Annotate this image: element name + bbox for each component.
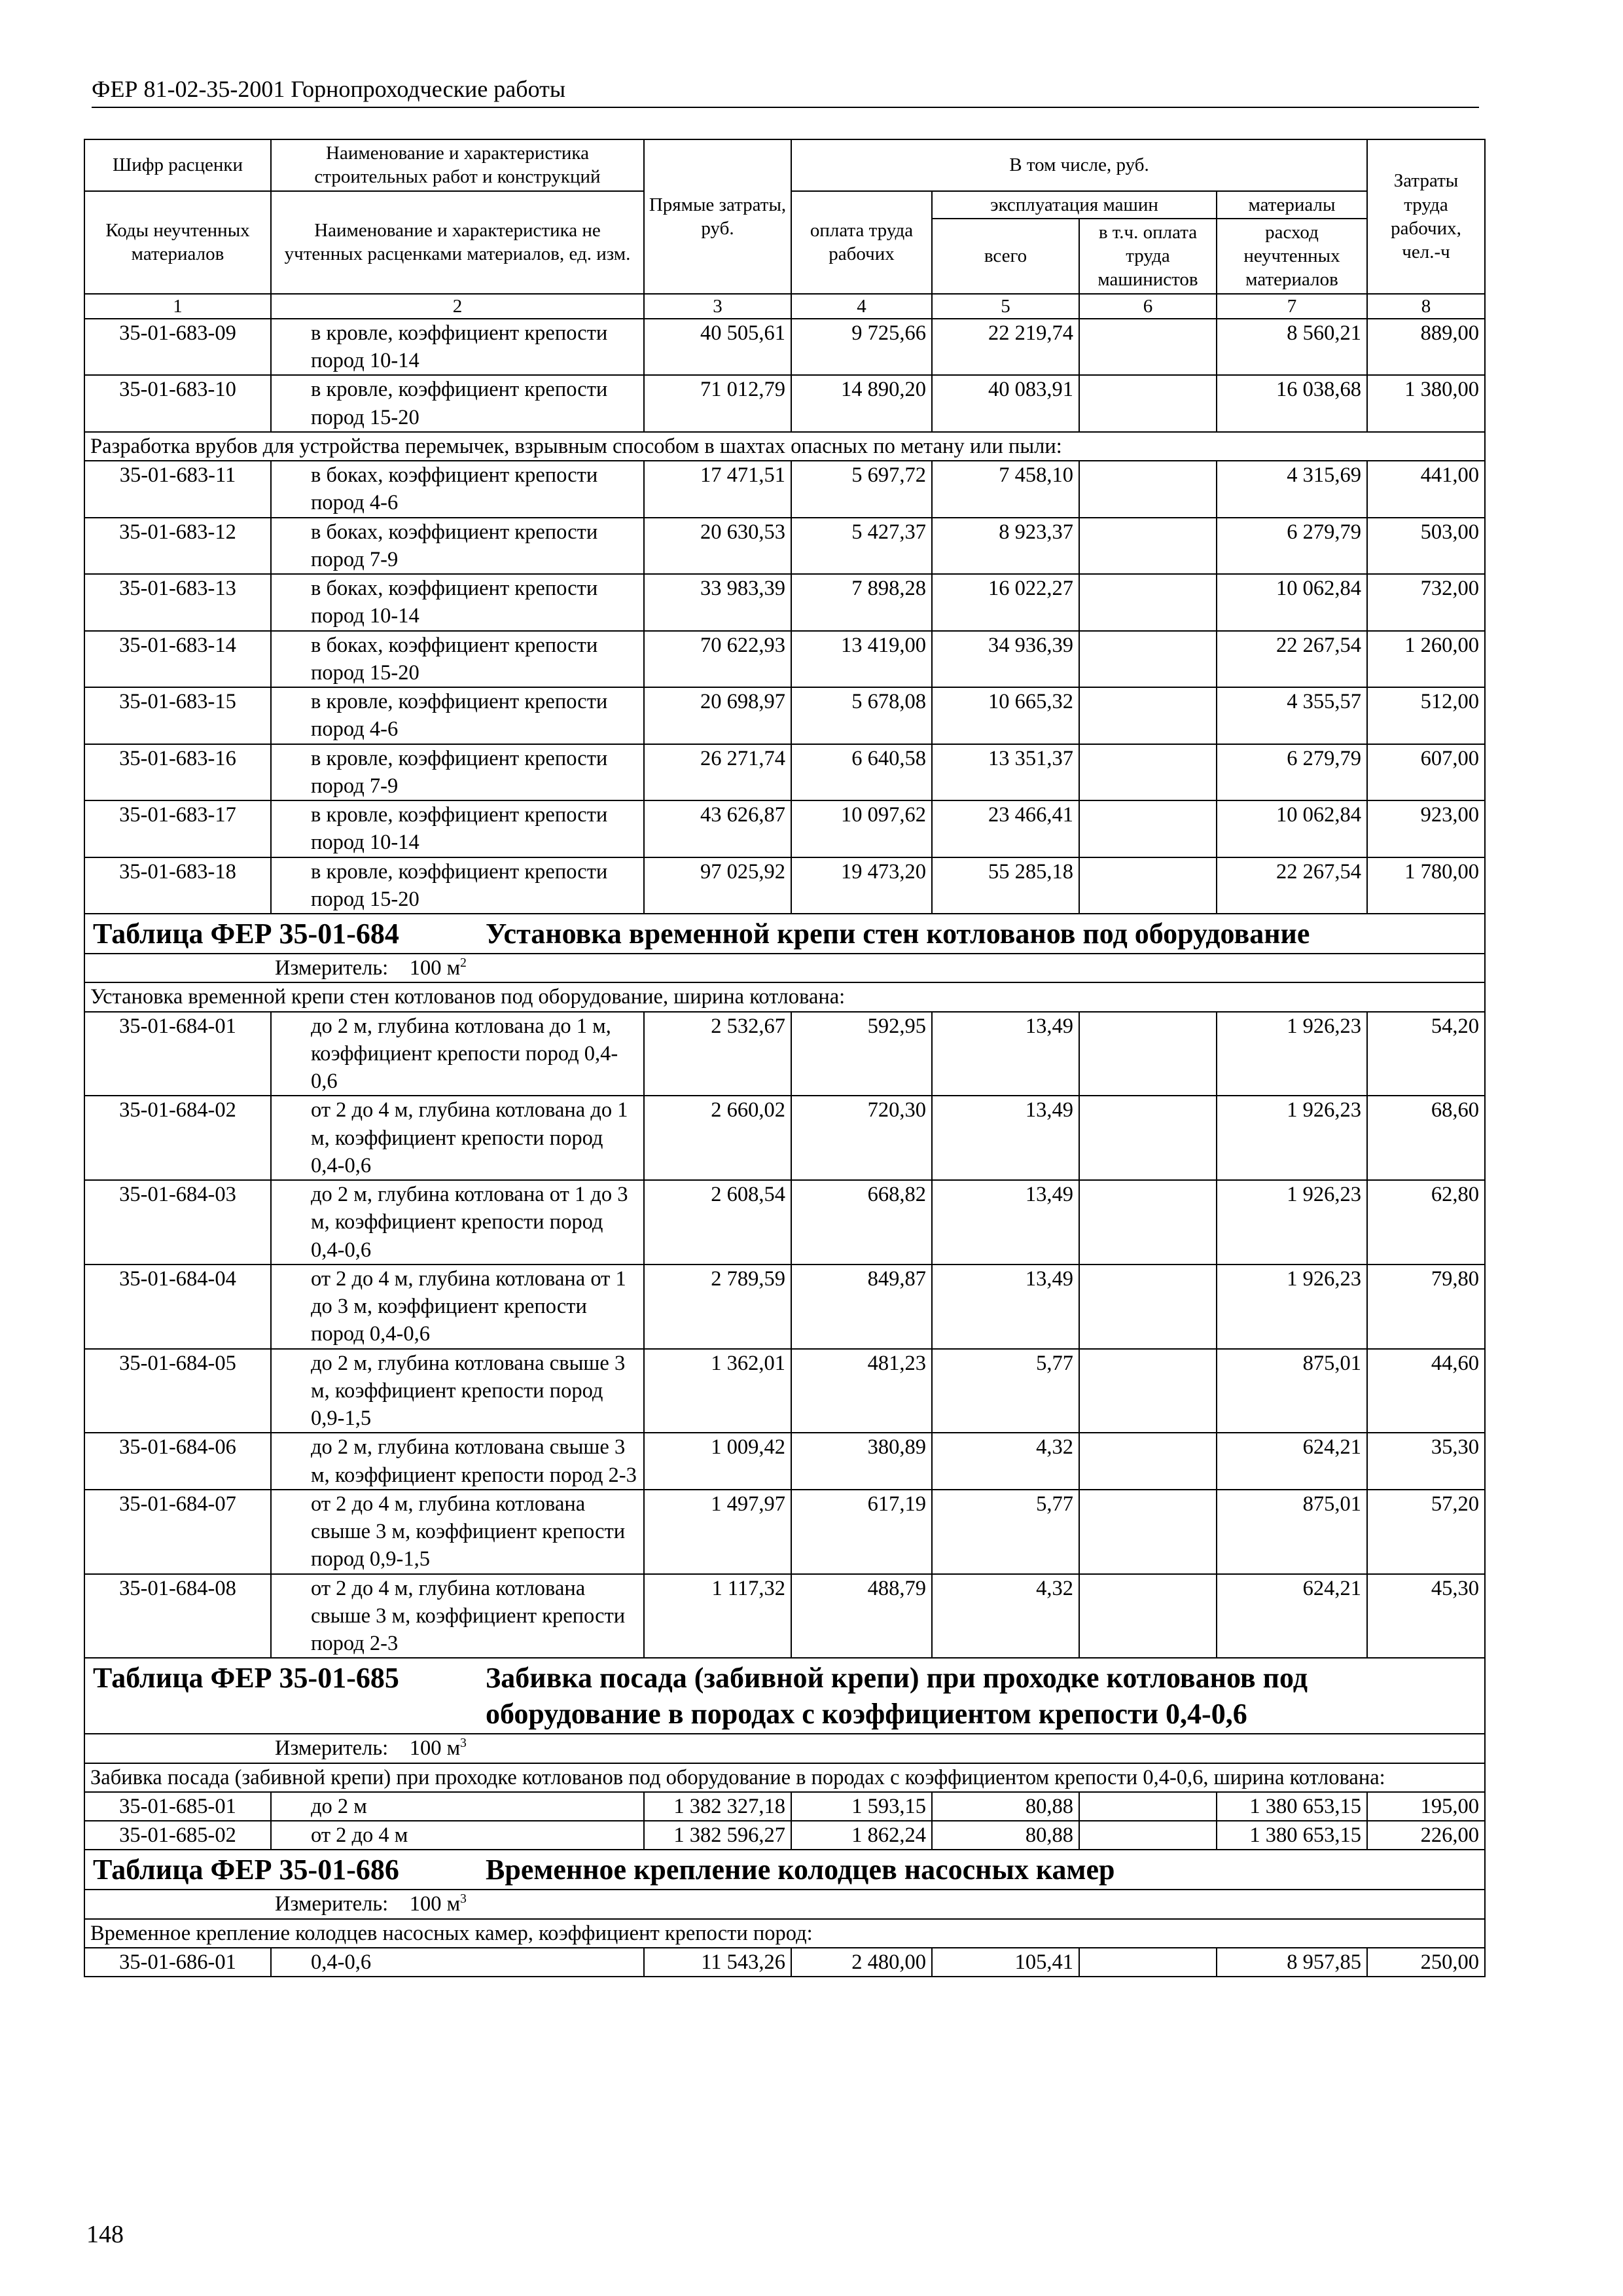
operator-cost — [1079, 1574, 1217, 1659]
operator-cost — [1079, 857, 1217, 914]
meter-value: 100 м — [409, 1736, 461, 1761]
col-total-header: всего — [932, 219, 1079, 294]
direct-cost: 70 622,93 — [644, 631, 791, 688]
rate-code: 35-01-683-14 — [84, 631, 271, 688]
work-name: в кровле, коэффициент крепости пород 15-20 — [271, 375, 644, 432]
materials-cost: 8 560,21 — [1217, 319, 1367, 376]
col-workhours-header: Затраты труда рабочих, чел.-ч — [1367, 139, 1485, 294]
machine-cost: 34 936,39 — [932, 631, 1079, 688]
work-hours: 79,80 — [1367, 1265, 1485, 1349]
work-name: до 2 м, глубина котлована свыше 3 м, коэффициент крепости пород 0,9-1,5 — [271, 1349, 644, 1433]
labor-cost: 617,19 — [791, 1490, 932, 1574]
table-row — [84, 574, 1485, 631]
col-machines-header: эксплуатация машин — [932, 191, 1217, 219]
table-row — [84, 461, 1485, 518]
materials-cost: 8 957,85 — [1217, 1948, 1367, 1977]
materials-cost: 1 380 653,15 — [1217, 1792, 1367, 1821]
meter-label: Измеритель: — [275, 1892, 389, 1916]
table-row — [84, 857, 1485, 914]
operator-cost — [1079, 631, 1217, 688]
materials-cost: 624,21 — [1217, 1433, 1367, 1490]
column-number: 5 — [932, 294, 1079, 319]
work-name: от 2 до 4 м, глубина котлована свыше 3 м, коэффициент крепости пород 0,9-1,5 — [271, 1490, 644, 1574]
labor-cost: 380,89 — [791, 1433, 932, 1490]
machine-cost: 5,77 — [932, 1349, 1079, 1433]
rate-code: 35-01-684-04 — [84, 1265, 271, 1349]
table-row — [84, 1574, 1485, 1659]
direct-cost: 71 012,79 — [644, 375, 791, 432]
machine-cost: 13,49 — [932, 1180, 1079, 1265]
work-hours: 250,00 — [1367, 1948, 1485, 1977]
section-row — [84, 432, 1485, 461]
direct-cost: 1 009,42 — [644, 1433, 791, 1490]
rate-code: 35-01-685-02 — [84, 1821, 271, 1850]
work-hours: 35,30 — [1367, 1433, 1485, 1490]
machine-cost: 55 285,18 — [932, 857, 1079, 914]
labor-cost: 13 419,00 — [791, 631, 932, 688]
machine-cost: 7 458,10 — [932, 461, 1079, 518]
rate-code: 35-01-684-08 — [84, 1574, 271, 1659]
table-row — [84, 1821, 1485, 1850]
rate-code: 35-01-685-01 — [84, 1792, 271, 1821]
rate-code: 35-01-683-12 — [84, 518, 271, 575]
direct-cost: 20 630,53 — [644, 518, 791, 575]
labor-cost: 7 898,28 — [791, 574, 932, 631]
machine-cost: 13,49 — [932, 1096, 1079, 1180]
direct-cost: 17 471,51 — [644, 461, 791, 518]
table-row — [84, 375, 1485, 432]
materials-cost: 6 279,79 — [1217, 744, 1367, 801]
work-name: до 2 м, глубина котлована свыше 3 м, коэффициент крепости пород 2-3 — [271, 1433, 644, 1490]
section-heading: Временное крепление колодцев насосных камер, коэффициент крепости пород: — [84, 1919, 1485, 1948]
machine-cost: 13 351,37 — [932, 744, 1079, 801]
materials-cost: 4 315,69 — [1217, 461, 1367, 518]
rate-code: 35-01-683-11 — [84, 461, 271, 518]
work-name: до 2 м — [271, 1792, 644, 1821]
column-number: 3 — [644, 294, 791, 319]
work-hours: 195,00 — [1367, 1792, 1485, 1821]
machine-cost: 22 219,74 — [932, 319, 1079, 376]
operator-cost — [1079, 1012, 1217, 1096]
rate-code: 35-01-684-06 — [84, 1433, 271, 1490]
operator-cost — [1079, 1096, 1217, 1180]
direct-cost: 33 983,39 — [644, 574, 791, 631]
work-name: в кровле, коэффициент крепости пород 10-14 — [271, 800, 644, 857]
machine-cost: 8 923,37 — [932, 518, 1079, 575]
operator-cost — [1079, 375, 1217, 432]
table-row — [84, 631, 1485, 688]
work-hours: 44,60 — [1367, 1349, 1485, 1433]
table-number: Таблица ФЕР 35-01-684 — [93, 918, 399, 950]
labor-cost: 2 480,00 — [791, 1948, 932, 1977]
section-row — [84, 982, 1485, 1011]
labor-cost: 5 678,08 — [791, 687, 932, 744]
machine-cost: 13,49 — [932, 1265, 1079, 1349]
operator-cost — [1079, 800, 1217, 857]
work-hours: 441,00 — [1367, 461, 1485, 518]
labor-cost: 19 473,20 — [791, 857, 932, 914]
direct-cost: 2 660,02 — [644, 1096, 791, 1180]
operator-cost — [1079, 1948, 1217, 1977]
table-row — [84, 1490, 1485, 1574]
table-number: Таблица ФЕР 35-01-685 — [93, 1662, 399, 1695]
work-name: в кровле, коэффициент крепости пород 10-14 — [271, 319, 644, 376]
meter-label: Измеритель: — [275, 1736, 389, 1761]
work-name: в кровле, коэффициент крепости пород 15-20 — [271, 857, 644, 914]
column-number: 8 — [1367, 294, 1485, 319]
table-row — [84, 1012, 1485, 1096]
table-header — [84, 139, 1485, 319]
machine-cost: 40 083,91 — [932, 375, 1079, 432]
machine-cost: 4,32 — [932, 1574, 1079, 1659]
rates-table — [84, 139, 1486, 1977]
work-hours: 226,00 — [1367, 1821, 1485, 1850]
work-hours: 54,20 — [1367, 1012, 1485, 1096]
materials-cost: 10 062,84 — [1217, 800, 1367, 857]
direct-cost: 1 362,01 — [644, 1349, 791, 1433]
labor-cost: 9 725,66 — [791, 319, 932, 376]
labor-cost: 10 097,62 — [791, 800, 932, 857]
column-number: 6 — [1079, 294, 1217, 319]
direct-cost: 1 497,97 — [644, 1490, 791, 1574]
rate-code: 35-01-683-09 — [84, 319, 271, 376]
machine-cost: 16 022,27 — [932, 574, 1079, 631]
col-incl-header: В том числе, руб. — [791, 139, 1367, 191]
col-matsub-header: расход неучтенных материалов — [1217, 219, 1367, 294]
section-heading: Забивка посада (забивной крепи) при проходке котлованов под оборудование в породах с коэффициентом крепости 0,4-0,6, ширина котлована: — [84, 1763, 1485, 1792]
work-hours: 512,00 — [1367, 687, 1485, 744]
materials-cost: 1 926,23 — [1217, 1180, 1367, 1265]
meter-power: 3 — [460, 1736, 467, 1751]
materials-cost: 10 062,84 — [1217, 574, 1367, 631]
materials-cost: 624,21 — [1217, 1574, 1367, 1659]
operator-cost — [1079, 319, 1217, 376]
table-title — [84, 914, 1485, 954]
col-name2-header: Наименование и характеристика не учтенных расценками материалов, ед. изм. — [271, 191, 644, 294]
operator-cost — [1079, 1180, 1217, 1265]
materials-cost: 16 038,68 — [1217, 375, 1367, 432]
work-name: в кровле, коэффициент крепости пород 4-6 — [271, 687, 644, 744]
work-hours: 1 780,00 — [1367, 857, 1485, 914]
operator-cost — [1079, 744, 1217, 801]
work-name: в боках, коэффициент крепости пород 10-14 — [271, 574, 644, 631]
meter-power: 3 — [460, 1892, 467, 1907]
column-number: 1 — [84, 294, 271, 319]
labor-cost: 481,23 — [791, 1349, 932, 1433]
operator-cost — [1079, 1349, 1217, 1433]
operator-cost — [1079, 1821, 1217, 1850]
machine-cost: 4,32 — [932, 1433, 1079, 1490]
labor-cost: 6 640,58 — [791, 744, 932, 801]
direct-cost: 2 789,59 — [644, 1265, 791, 1349]
direct-cost: 2 532,67 — [644, 1012, 791, 1096]
rate-code: 35-01-683-18 — [84, 857, 271, 914]
materials-cost: 875,01 — [1217, 1490, 1367, 1574]
work-name: в кровле, коэффициент крепости пород 7-9 — [271, 744, 644, 801]
direct-cost: 40 505,61 — [644, 319, 791, 376]
column-number: 2 — [271, 294, 644, 319]
work-name: от 2 до 4 м — [271, 1821, 644, 1850]
meter-cell — [84, 954, 1485, 982]
work-name: до 2 м, глубина котлована от 1 до 3 м, коэффициент крепости пород 0,4-0,6 — [271, 1180, 644, 1265]
section-heading: Разработка врубов для устройства перемычек, взрывным способом в шахтах опасных по метану или пыли: — [84, 432, 1485, 461]
table-row — [84, 1096, 1485, 1180]
materials-cost: 4 355,57 — [1217, 687, 1367, 744]
work-name: от 2 до 4 м, глубина котлована до 1 м, коэффициент крепости пород 0,4-0,6 — [271, 1096, 644, 1180]
section-heading: Установка временной крепи стен котлованов под оборудование, ширина котлована: — [84, 982, 1485, 1011]
section-row — [84, 1763, 1485, 1792]
table-row — [84, 1180, 1485, 1265]
table-title-row — [84, 1850, 1485, 1890]
meter-label: Измеритель: — [275, 956, 389, 980]
meter-cell — [84, 1734, 1485, 1763]
table-row — [84, 1265, 1485, 1349]
materials-cost: 1 380 653,15 — [1217, 1821, 1367, 1850]
work-hours: 607,00 — [1367, 744, 1485, 801]
col-materials-header: материалы — [1217, 191, 1367, 219]
work-hours: 732,00 — [1367, 574, 1485, 631]
work-hours: 503,00 — [1367, 518, 1485, 575]
work-hours: 923,00 — [1367, 800, 1485, 857]
materials-cost: 22 267,54 — [1217, 857, 1367, 914]
labor-cost: 849,87 — [791, 1265, 932, 1349]
operator-cost — [1079, 687, 1217, 744]
work-hours: 889,00 — [1367, 319, 1485, 376]
rate-code: 35-01-686-01 — [84, 1948, 271, 1977]
direct-cost: 2 608,54 — [644, 1180, 791, 1265]
table-title-text: Временное крепление колодцев насосных камер — [486, 1854, 1115, 1886]
labor-cost: 5 427,37 — [791, 518, 932, 575]
table-title — [84, 1658, 1485, 1734]
operator-cost — [1079, 461, 1217, 518]
meter-power: 2 — [460, 956, 467, 971]
labor-cost: 720,30 — [791, 1096, 932, 1180]
direct-cost: 11 543,26 — [644, 1948, 791, 1977]
column-number: 4 — [791, 294, 932, 319]
operator-cost — [1079, 574, 1217, 631]
operator-cost — [1079, 518, 1217, 575]
meter-cell — [84, 1890, 1485, 1918]
col-operators-header: в т.ч. оплата труда машинистов — [1079, 219, 1217, 294]
table-title-text: Установка временной крепи стен котлованов под оборудование — [486, 918, 1310, 950]
table-number: Таблица ФЕР 35-01-686 — [93, 1854, 399, 1886]
rate-code: 35-01-684-01 — [84, 1012, 271, 1096]
table-row — [84, 1792, 1485, 1821]
labor-cost: 1 862,24 — [791, 1821, 932, 1850]
labor-cost: 668,82 — [791, 1180, 932, 1265]
meter-row — [84, 1890, 1485, 1918]
direct-cost: 1 382 596,27 — [644, 1821, 791, 1850]
materials-cost: 875,01 — [1217, 1349, 1367, 1433]
labor-cost: 5 697,72 — [791, 461, 932, 518]
machine-cost: 80,88 — [932, 1821, 1079, 1850]
direct-cost: 43 626,87 — [644, 800, 791, 857]
col-direct-header: Прямые затраты, руб. — [644, 139, 791, 294]
meter-value: 100 м — [409, 956, 461, 980]
rate-code: 35-01-684-05 — [84, 1349, 271, 1433]
col-code2-header: Коды неучтенных материалов — [84, 191, 271, 294]
direct-cost: 1 382 327,18 — [644, 1792, 791, 1821]
section-row — [84, 1919, 1485, 1948]
page-number: 148 — [86, 2221, 124, 2248]
work-name: в боках, коэффициент крепости пород 4-6 — [271, 461, 644, 518]
work-hours: 57,20 — [1367, 1490, 1485, 1574]
work-hours: 1 380,00 — [1367, 375, 1485, 432]
rate-code: 35-01-684-03 — [84, 1180, 271, 1265]
direct-cost: 26 271,74 — [644, 744, 791, 801]
meter-row — [84, 1734, 1485, 1763]
materials-cost: 22 267,54 — [1217, 631, 1367, 688]
operator-cost — [1079, 1792, 1217, 1821]
rate-code: 35-01-683-10 — [84, 375, 271, 432]
work-name: 0,4-0,6 — [271, 1948, 644, 1977]
column-number: 7 — [1217, 294, 1367, 319]
labor-cost: 1 593,15 — [791, 1792, 932, 1821]
table-body — [84, 319, 1485, 1977]
work-name: в боках, коэффициент крепости пород 15-20 — [271, 631, 644, 688]
operator-cost — [1079, 1490, 1217, 1574]
page-header: ФЕР 81-02-35-2001 Горнопроходческие работы — [92, 75, 1479, 108]
table-row — [84, 1433, 1485, 1490]
table-title-row — [84, 1658, 1485, 1734]
rate-code: 35-01-683-17 — [84, 800, 271, 857]
table-title — [84, 1850, 1485, 1890]
table-title-row — [84, 914, 1485, 954]
work-name: до 2 м, глубина котлована до 1 м, коэффициент крепости пород 0,4-0,6 — [271, 1012, 644, 1096]
table-row — [84, 518, 1485, 575]
meter-row — [84, 954, 1485, 982]
machine-cost: 23 466,41 — [932, 800, 1079, 857]
rate-code: 35-01-683-16 — [84, 744, 271, 801]
rate-code: 35-01-684-07 — [84, 1490, 271, 1574]
work-hours: 68,60 — [1367, 1096, 1485, 1180]
work-hours: 62,80 — [1367, 1180, 1485, 1265]
col-name-header: Наименование и характеристика строительных работ и конструкций — [271, 139, 644, 191]
materials-cost: 1 926,23 — [1217, 1012, 1367, 1096]
machine-cost: 80,88 — [932, 1792, 1079, 1821]
materials-cost: 6 279,79 — [1217, 518, 1367, 575]
work-name: в боках, коэффициент крепости пород 7-9 — [271, 518, 644, 575]
labor-cost: 14 890,20 — [791, 375, 932, 432]
table-row — [84, 1349, 1485, 1433]
work-name: от 2 до 4 м, глубина котлована свыше 3 м, коэффициент крепости пород 2-3 — [271, 1574, 644, 1659]
labor-cost: 592,95 — [791, 1012, 932, 1096]
table-row — [84, 687, 1485, 744]
materials-cost: 1 926,23 — [1217, 1096, 1367, 1180]
column-numbers-row — [84, 294, 1485, 319]
rate-code: 35-01-683-13 — [84, 574, 271, 631]
machine-cost: 13,49 — [932, 1012, 1079, 1096]
table-row — [84, 319, 1485, 376]
machine-cost: 5,77 — [932, 1490, 1079, 1574]
table-title-text: Забивка посада (забивной крепи) при проходке котлованов под оборудование в породах с коэффициентом крепости 0,4-0,6 — [486, 1662, 1308, 1731]
operator-cost — [1079, 1433, 1217, 1490]
machine-cost: 105,41 — [932, 1948, 1079, 1977]
labor-cost: 488,79 — [791, 1574, 932, 1659]
rate-code: 35-01-684-02 — [84, 1096, 271, 1180]
operator-cost — [1079, 1265, 1217, 1349]
col-code-header: Шифр расценки — [84, 139, 271, 191]
work-hours: 45,30 — [1367, 1574, 1485, 1659]
table-row — [84, 800, 1485, 857]
direct-cost: 20 698,97 — [644, 687, 791, 744]
meter-value: 100 м — [409, 1892, 461, 1916]
rate-code: 35-01-683-15 — [84, 687, 271, 744]
materials-cost: 1 926,23 — [1217, 1265, 1367, 1349]
work-hours: 1 260,00 — [1367, 631, 1485, 688]
direct-cost: 97 025,92 — [644, 857, 791, 914]
work-name: от 2 до 4 м, глубина котлована от 1 до 3 м, коэффициент крепости пород 0,4-0,6 — [271, 1265, 644, 1349]
direct-cost: 1 117,32 — [644, 1574, 791, 1659]
machine-cost: 10 665,32 — [932, 687, 1079, 744]
table-row — [84, 744, 1485, 801]
col-labor-header: оплата труда рабочих — [791, 191, 932, 294]
table-row — [84, 1948, 1485, 1977]
